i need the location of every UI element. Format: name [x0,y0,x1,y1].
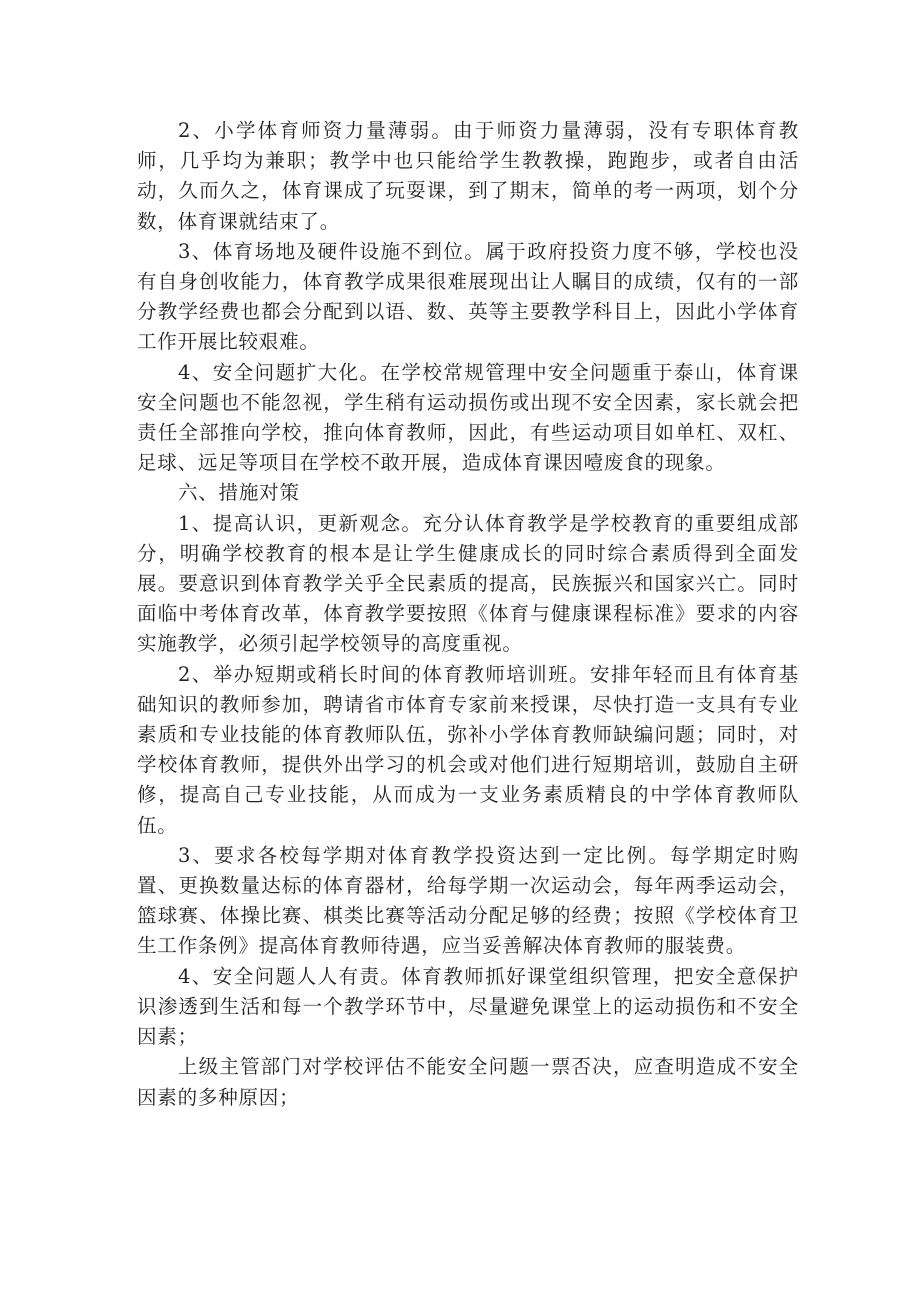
document-body [137,116,799,1113]
paragraph-safety-concerns: 4、安全问题扩大化。在学校常规管理中安全问题重于泰山，体育课安全问题也不能忽视，学生稍有运动损伤或出现不安全因素，家长就会把责任全部推向学校，推向体育教师，因此，有些运动项目如单杠、双杠、足球、远足等项目在学校不敢开展，造成体育课因噎废食的现象。 [137,360,799,475]
paragraph-raise-awareness: 1、提高认识，更新观念。充分认体育教学是学校教育的重要组成部分，明确学校教育的根本是让学生健康成长的同时综合素质得到全面发展。要意识到体育教学关乎全民素质的提高，民族振兴和国家兴亡。同时面临中考体育改革，体育教学要按照《体育与健康课程标准》要求的内容实施教学，必须引起学校领导的高度重视。 [137,511,799,656]
paragraph-teacher-training: 2、举办短期或稍长时间的体育教师培训班。安排年轻而且有体育基础知识的教师参加，聘请省市体育专家前来授课，尽快打造一支具有专业素质和专业技能的体育教师队伍，弥补小学体育教师缺编问题；同时，对学校体育教师，提供外出学习的机会或对他们进行短期培训，鼓励自主研修，提高自己专业技能，从而成为一支业务素质精良的中学体育教师队伍。 [137,662,799,837]
paragraph-safety-responsibility: 4、安全问题人人有责。体育教师抓好课堂组织管理，把安全意保护识渗透到生活和每一个教学环节中，尽量避免课堂上的运动损伤和不安全因素； [137,964,799,1049]
paragraph-evaluation-policy: 上级主管部门对学校评估不能安全问题一票否决，应查明造成不安全因素的多种原因； [137,1055,799,1109]
paragraph-facilities-insufficient: 3、体育场地及硬件设施不到位。属于政府投资力度不够，学校也没有自身创收能力，体育教学成果很难展现出让人瞩目的成绩，仅有的一部分教学经费也都会分配到以语、数、英等主要教学科目上，因此小学体育工作开展比较艰难。 [137,239,799,354]
paragraph-investment-ratio: 3、要求各校每学期对体育教学投资达到一定比例。每学期定时购置、更换数量达标的体育器材，给每学期一次运动会，每年两季运动会，篮球赛、体操比赛、棋类比赛等活动分配足够的经费；按照《学校体育卫生工作条例》提高体育教师待遇，应当妥善解决体育教师的服装费。 [137,843,799,958]
section-heading-measures: 六、措施对策 [177,481,300,505]
paragraph-shortage-of-pe-teachers: 2、小学体育师资力量薄弱。由于师资力量薄弱，没有专职体育教师，几乎均为兼职；教学中也只能给学生教教操，跑跑步，或者自由活动，久而久之，体育课成了玩耍课，到了期末，简单的考一两项，划个分数，体育课就结束了。 [137,119,799,233]
